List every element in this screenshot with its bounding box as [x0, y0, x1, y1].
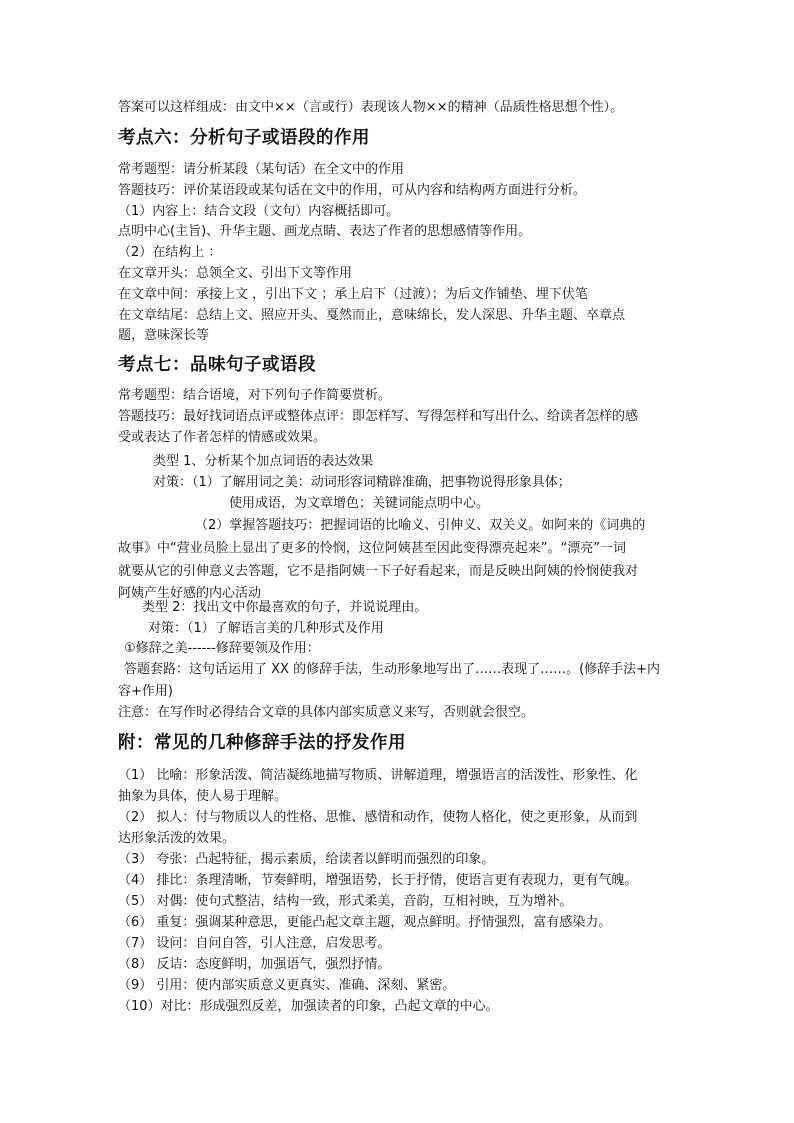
appendix-line: （5） 对偶：使句式整洁，结构一致，形式柔美，音韵，互相衬映，互为增补。	[118, 894, 573, 909]
appendix-line: （9） 引用：使内部实质意义更真实、准确、深刻、紧密。	[118, 978, 456, 993]
intro-answer-format: 答案可以这样组成：由文中××（言或行）表现该人物××的精神（品质性格思想个性）。	[118, 100, 624, 115]
appendix-line: （1） 比喻：形象活泼、简洁凝练地描写物质、讲解道理，增强语言的活泼性、形象性、化	[118, 768, 638, 783]
section6-line: （2）在结构上 ：	[118, 245, 222, 260]
appendix-line: （3） 夸张：凸起特征，揭示素质，给读者以鲜明而强烈的印象。	[118, 852, 495, 867]
section7-line: 受或表达了作者怎样的情感或效果。	[118, 430, 327, 445]
appendix-line: （6） 重复：强调某种意思，更能凸起文章主题，观点鲜明。抒情强烈，富有感染力。	[118, 915, 612, 930]
section7-line: 使用成语，为文章增色；关键词能点明中心。	[229, 496, 490, 511]
appendix-heading: 附：常见的几种修辞手法的抒发作用	[118, 733, 406, 753]
section7-line: 阿姨产生好感的内心活动	[118, 586, 262, 601]
section6-line: 题，意味深长等	[118, 328, 210, 343]
section7-line: 对策：（1）了解用词之美：动词形容词精辟准确，把事物说得形象具体；	[153, 475, 571, 490]
section7-line: 类型 1、分析某个加点词语的表达效果	[153, 454, 374, 469]
section6-line: 答题技巧：评价某语段或某句话在文中的作用，可从内容和结构两方面进行分析。	[118, 183, 587, 198]
section6-line: 常考题型：请分析某段（某句话）在全文中的作用	[118, 162, 405, 177]
section6-line: （1）内容上：结合文段（文句）内容概括即可。	[118, 204, 400, 219]
appendix-line: 达形象活泼的效果。	[118, 831, 236, 846]
section6-line: 在文章开头：总领全文、引出下文等作用	[118, 266, 353, 281]
appendix-line: （4） 排比：条理清晰，节奏鲜明，增强语势，长于抒情，使语言更有表现力，更有气魄。	[118, 873, 638, 888]
section7-line: 常考题型：结合语境，对下列句子作简要赏析。	[118, 388, 392, 403]
appendix-line: （7） 设问：自问自答，引人注意，启发思考。	[118, 936, 391, 951]
section7-line: 类型 2：找出文中你最喜欢的句子，并说说理由。	[142, 600, 428, 615]
section7-line: （2）掌握答题技巧：把握词语的比喻义、引伸义、双关义。如阿来的《词典的	[195, 518, 646, 533]
section6-line: 在文章结尾：总结上文、照应开头、戛然而止，意味绵长，发人深思、升华主题、卒章点	[118, 308, 626, 323]
section7-line: 就要从它的引伸意义去答题，它不是指阿姨一下子好看起来，而是反映出阿姨的怜悯使我对	[118, 564, 639, 579]
section-heading-7: 考点七：品味句子或语段	[118, 355, 316, 375]
section7-line: 答题套路：这句话运用了 XX 的修辞手法，生动形象地写出了……表现了……。(修辞手法+内	[124, 662, 661, 677]
section7-line: 答题技巧：最好找词语点评或整体点评：即怎样写、写得怎样和写出什么、给读者怎样的感	[118, 409, 639, 424]
section6-line: 在文章中间：承接上文 ，引出下文 ；承上启下（过渡）；为后文作铺垫、埋下伏笔	[118, 287, 588, 302]
section6-line: 点明中心(主旨)、升华主题、画龙点睛、表达了作者的思想感情等作用。	[118, 224, 532, 239]
appendix-line: （10）对比：形成强烈反差，加强读者的印象，凸起文章的中心。	[118, 999, 499, 1014]
section7-line: 注意：在写作时必得结合文章的具体内部实质意义来写，否则就会很空。	[118, 705, 535, 720]
section7-line: 对策：（1）了解语言美的几种形式及作用	[148, 621, 384, 636]
appendix-line: （8） 反诘：态度鲜明，加强语气，强烈抒情。	[118, 957, 391, 972]
section7-line: 容+作用)	[118, 684, 173, 699]
appendix-line: 抽象为具体，使人易于理解。	[118, 789, 288, 804]
section7-line: 故事》中“营业员脸上显出了更多的怜悯，这位阿姨甚至因此变得漂亮起来”。“漂亮”一词	[118, 541, 626, 556]
section7-line: ①修辞之美------修辞要领及作用：	[124, 641, 320, 656]
section-heading-6: 考点六：分析句子或语段的作用	[118, 128, 370, 148]
appendix-line: （2） 拟人：付与物质以人的性格、思惟、感情和动作，使物人格化，使之更形象，从而到	[118, 810, 638, 825]
